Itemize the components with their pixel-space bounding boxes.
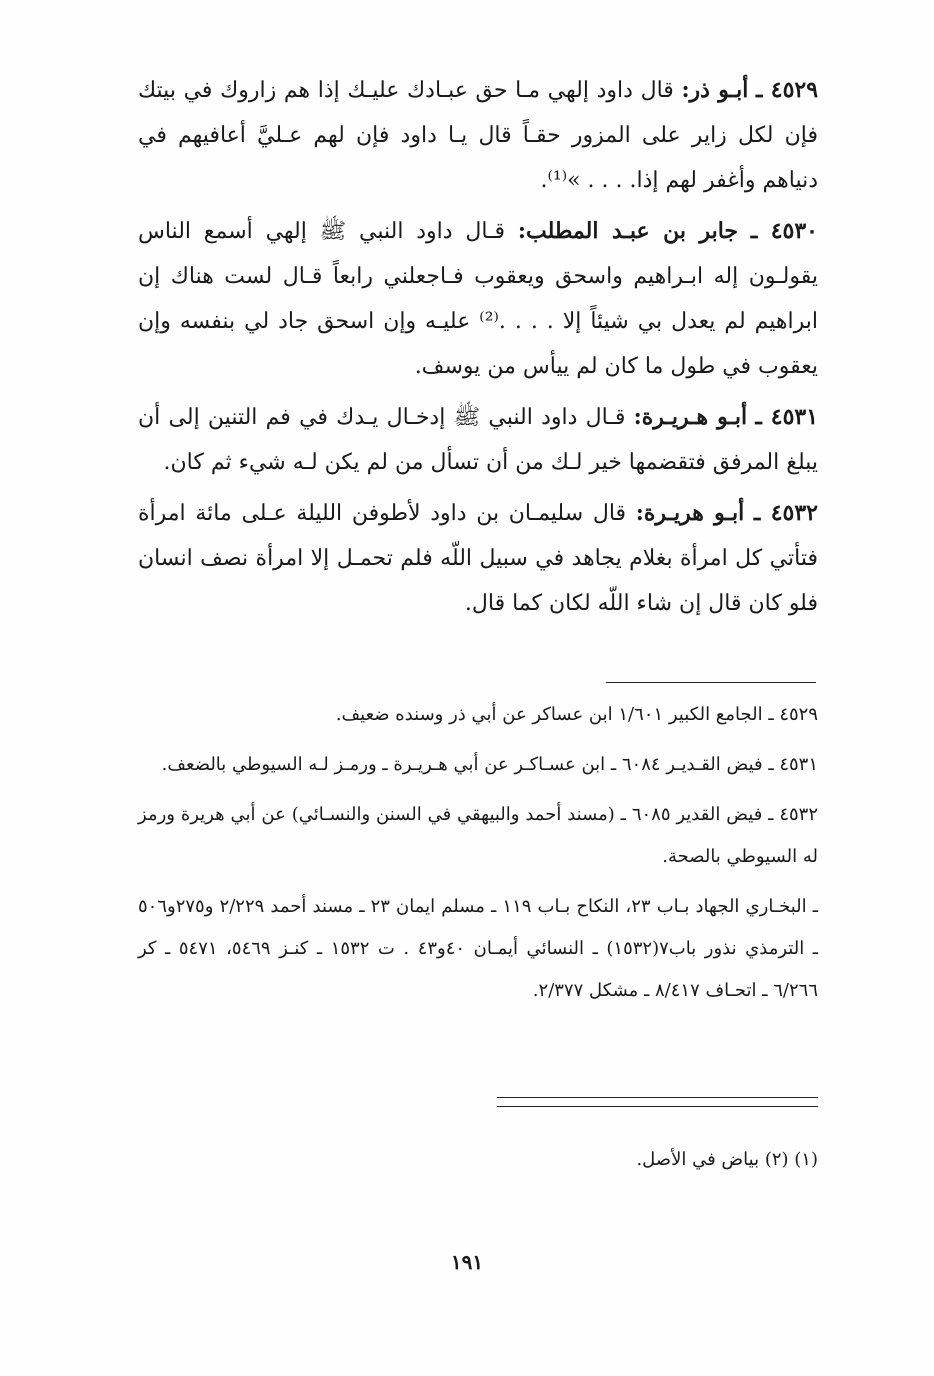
footnote-separator-top <box>497 1097 818 1098</box>
hadith-number: ٤٥٢٩ ـ <box>755 77 819 103</box>
hadith-narrator: جابر بن عبـد المطلب: <box>517 218 739 244</box>
hadith-narrator: أبـو هـريـرة: <box>633 404 748 430</box>
hadith-entry-4532 <box>138 491 818 626</box>
footnote: (١) (٢) بياض في الأصل. <box>636 1149 818 1170</box>
hadith-text: قال سليمـان بن داود لأطوفن الليلة عـلى مائة امرأة فتأتي كل امرأة بغلام يجاهد في سبيل اللّه فلم تحمـل إلا امرأة نصف انسان فلو كان قال إن شاء اللّه لكان كما قال. <box>138 501 818 616</box>
notes-separator <box>606 682 816 683</box>
hadith-number: ٤٥٣٢ ـ <box>753 500 818 526</box>
hadith-text: قال داود إلهي مـا حق عبـادك عليـك إذا هم زاروك في بيتك فإن لكل زاير على المزور حقـاً قال يـا داود فإن لهم عـليَّ أعافيهم في دنياهم وأغفر لهم إذا. . . . »⁽¹⁾. <box>138 78 818 193</box>
main-text <box>138 68 818 632</box>
hadith-narrator: أبـو هريـرة: <box>635 500 745 526</box>
source-notes <box>138 694 818 1020</box>
hadith-text: قـال داود النبي ﷺ إلهي أسمع الناس يقولـون إله ابـراهيم واسحق ويعقوب فـاجعلني رابعاً قـال لست هناك إن ابراهيم لم يعدل بي شيئاً إلا . . . .⁽²⁾ عليـه وإن اسحق جاد لي بنفسه وإن يعقوب في طول ما كان لم ييأس من يوسف. <box>138 219 818 379</box>
source-note-4529: ٤٥٢٩ ـ الجامع الكبير ١/٦٠١ ابن عساكر عن أبي ذر وسنده ضعيف. <box>335 704 818 725</box>
footnote-separator-bottom <box>497 1106 818 1107</box>
source-note-4532: ٤٥٣٢ ـ فيض القدير ٦٠٨٥ ـ (مسند أحمد والبيهقي في السنن والنسـائي) عن أبي هريرة ورمز له السيوطي بالصحة. <box>138 804 818 867</box>
hadith-number: ٤٥٣٠ ـ <box>750 218 818 244</box>
source-note-4532-references: ـ البخـاري الجهاد بـاب ٢٣، النكاح بـاب ١١٩ ـ مسلم ايمان ٢٣ ـ مسند أحمد ٢/٢٢٩ و٢٧٥و٥٠٦ ـ الترمذي نذور باب٧(١٥٣٢) ـ النسائي أيمـان ٤٠و٤٣ . ت ١٥٣٢ ـ كنـز ٥٤٦٩، ٥٤٧١ ـ كر ٦/٢٦٦ ـ اتحـاف ٨/٤١٧ ـ مشكل ٢/٣٧٧. <box>138 896 819 1001</box>
hadith-number: ٤٥٣١ ـ <box>755 404 819 430</box>
source-note-4531: ٤٥٣١ ـ فيض القـديـر ٦٠٨٤ ـ ابن عسـاكـر عن أبي هـريـرة ـ ورمـز لـه السيوطي بالضعف. <box>161 754 818 775</box>
hadith-entry-4529 <box>138 68 818 203</box>
page-number: ١٩١ <box>450 1250 484 1274</box>
hadith-text: قـال داود النبي ﷺ إدخـال يـدك في فم التنين إلى أن يبلغ المرفق فتقضمها خير لـك من أن تسأل من لم يكن لـه شيء ثم كان. <box>138 405 818 475</box>
hadith-entry-4531 <box>138 395 818 485</box>
hadith-narrator: أبـو ذر: <box>681 77 749 103</box>
hadith-entry-4530 <box>138 209 818 389</box>
